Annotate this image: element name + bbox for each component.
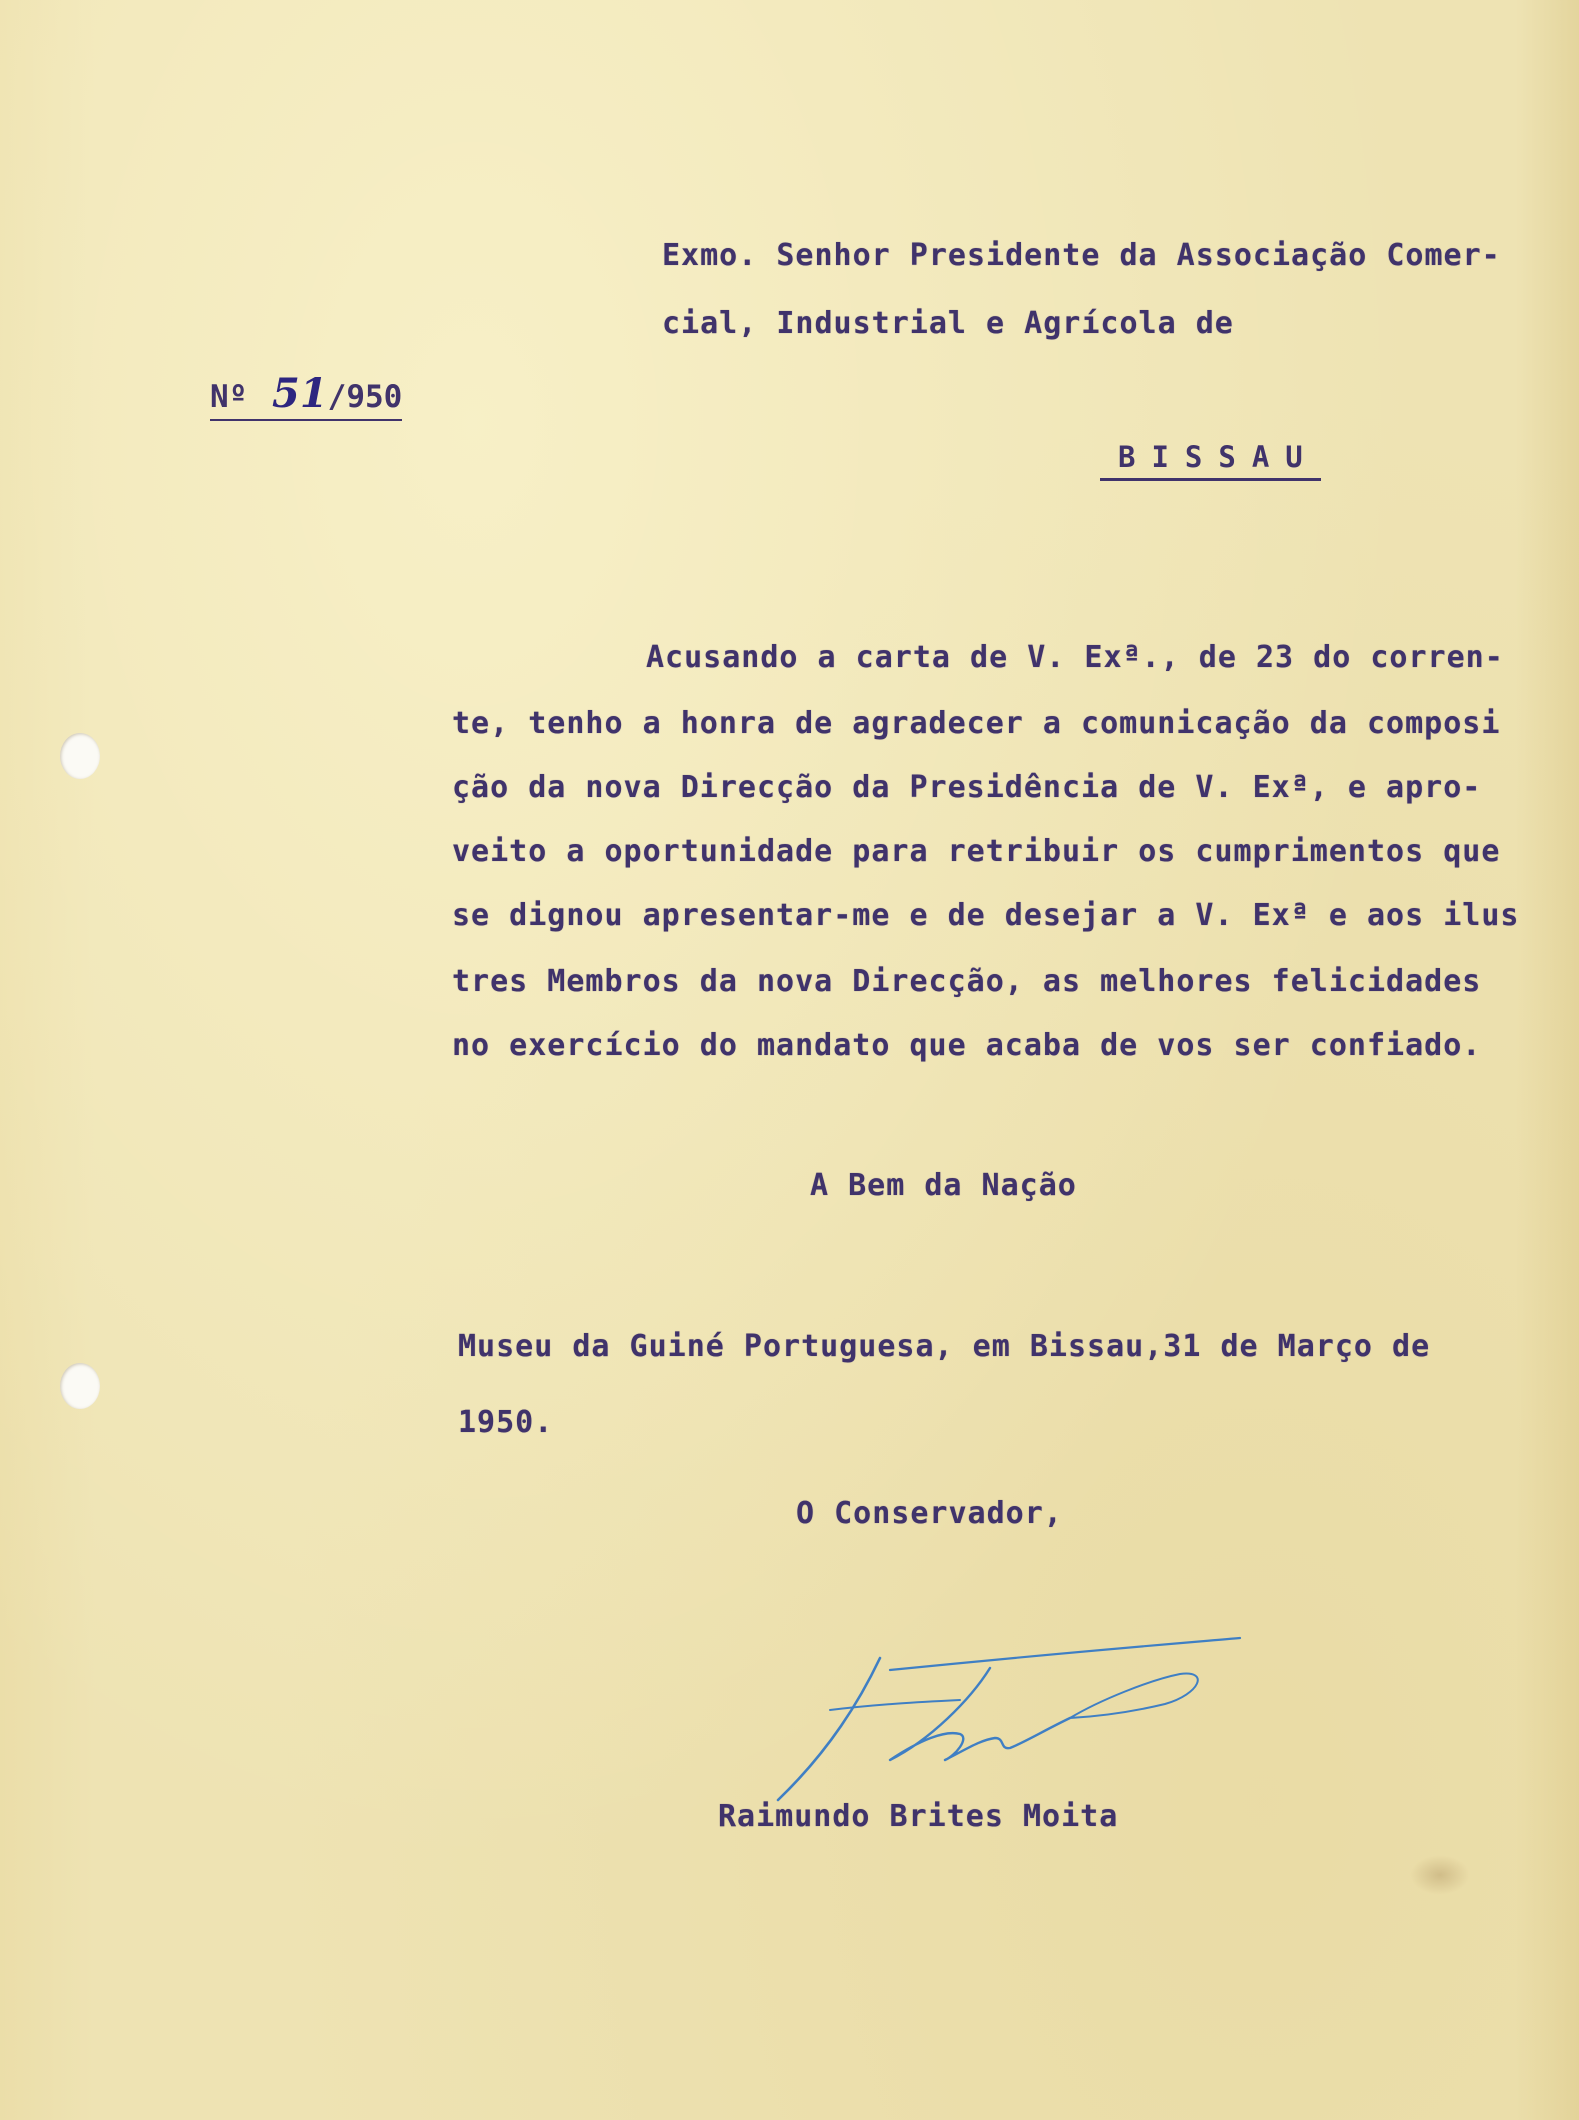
reference-handwritten-number: 51 (272, 370, 328, 417)
body-line-4: veito a oportunidade para retribuir os cumprimentos que (452, 834, 1501, 869)
signer-name: Raimundo Brites Moita (718, 1799, 1119, 1834)
body-line-2: te, tenho a honra de agradecer a comunicação da composi (452, 706, 1501, 741)
closing-salutation: A Bem da Nação (810, 1168, 1077, 1203)
punch-hole (60, 1363, 100, 1409)
recipient-address-line-1: Exmo. Senhor Presidente da Associação Comer- (662, 238, 1501, 273)
paper-stain (1410, 1855, 1470, 1895)
body-line-7: no exercício do mandato que acaba de vos ser confiado. (452, 1028, 1482, 1063)
reference-prefix: Nº (210, 379, 248, 415)
reference-year: /950 (327, 379, 403, 415)
place-date-line-1: Museu da Guiné Portuguesa, em Bissau,31 de Março de (458, 1329, 1431, 1364)
body-line-6: tres Membros da nova Direcção, as melhores felicidades (452, 964, 1482, 999)
recipient-address-line-2: cial, Industrial e Agrícola de (662, 306, 1234, 341)
recipient-city: BISSAU (1100, 440, 1321, 481)
place-date-line-2: 1950. (458, 1405, 554, 1440)
punch-hole (60, 733, 100, 779)
body-line-5: se dignou apresentar-me e de desejar a V. Exª e aos ilus (452, 898, 1520, 933)
handwritten-signature (770, 1630, 1250, 1810)
reference-number (210, 370, 402, 421)
body-line-3: ção da nova Direcção da Presidência de V. Exª, e apro- (452, 770, 1482, 805)
signer-role: O Conservador, (796, 1496, 1063, 1531)
body-line-1: Acusando a carta de V. Exª., de 23 do corren- (646, 640, 1504, 675)
